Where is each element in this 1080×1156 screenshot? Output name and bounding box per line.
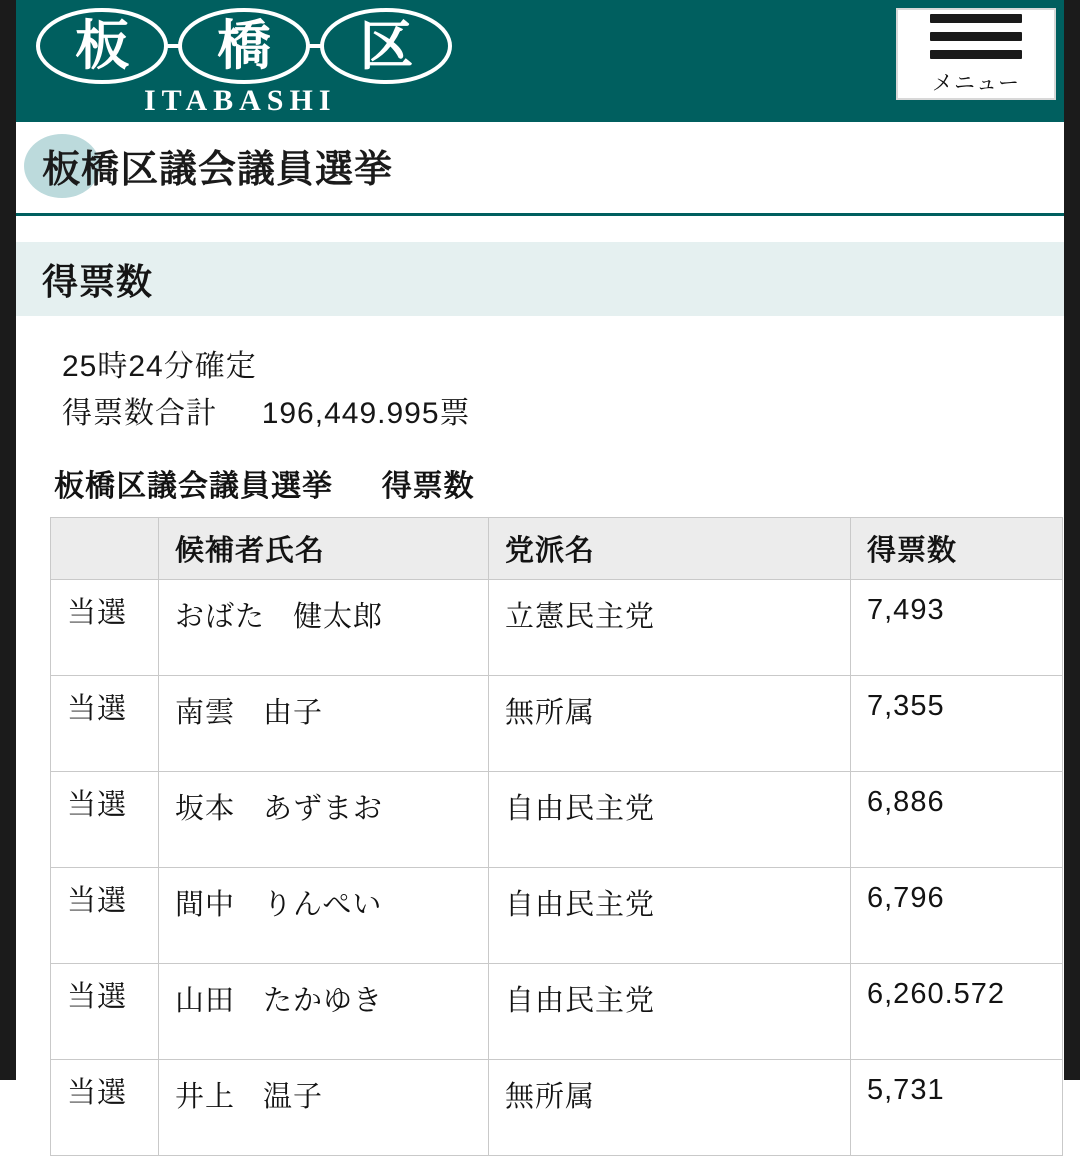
name-first: 由子	[263, 697, 324, 729]
left-gutter	[0, 0, 16, 1080]
cell-name	[159, 772, 489, 868]
svg-text:板: 板	[75, 16, 129, 76]
cell-status: 当選	[51, 772, 159, 868]
name-first: 健太郎	[293, 601, 384, 633]
col-header-party: 党派名	[489, 518, 851, 580]
cell-votes: 7,493	[851, 580, 1063, 676]
page-title: 板橋区議会議員選挙	[42, 149, 394, 191]
results-table	[50, 517, 1063, 1156]
col-header-votes: 得票数	[851, 518, 1063, 580]
site-logo[interactable]	[34, 6, 474, 117]
cell-party: 無所属	[489, 1060, 851, 1156]
menu-button-label: メニュー	[932, 71, 1020, 95]
page-content	[16, 0, 1064, 1113]
cell-votes: 6,796	[851, 868, 1063, 964]
col-header-name: 候補者氏名	[159, 518, 489, 580]
cell-votes: 6,886	[851, 772, 1063, 868]
table-row	[51, 964, 1063, 1060]
name-last: 坂本	[175, 793, 236, 825]
cell-status: 当選	[51, 676, 159, 772]
right-gutter	[1064, 0, 1080, 1080]
name-last: 山田	[175, 985, 236, 1017]
total-votes-label: 得票数合計	[62, 396, 217, 430]
page-title-band	[16, 122, 1064, 216]
name-first: 温子	[263, 1081, 324, 1113]
name-first: あずまお	[263, 793, 384, 825]
confirmed-time: 25時24分確定	[62, 350, 257, 383]
table-header-row	[51, 518, 1063, 580]
name-last: 南雲	[175, 697, 236, 729]
col-header-status	[51, 518, 159, 580]
cell-status: 当選	[51, 1060, 159, 1156]
logo-romaji: ITABASHI	[144, 84, 337, 117]
total-votes-value: 196,449.995票	[261, 396, 471, 430]
cell-votes: 5,731	[851, 1060, 1063, 1156]
site-header	[16, 0, 1064, 122]
table-row	[51, 676, 1063, 772]
menu-button[interactable]	[896, 8, 1056, 100]
svg-text:区: 区	[359, 16, 413, 76]
cell-party: 自由民主党	[489, 964, 851, 1060]
cell-name	[159, 676, 489, 772]
cell-name	[159, 580, 489, 676]
cell-status: 当選	[51, 964, 159, 1060]
section-heading-band	[16, 242, 1064, 316]
name-first: りんぺい	[263, 889, 383, 921]
cell-status: 当選	[51, 580, 159, 676]
section-title: 得票数	[42, 260, 154, 302]
cell-party: 自由民主党	[489, 772, 851, 868]
table-row	[51, 772, 1063, 868]
cell-name	[159, 964, 489, 1060]
itabashi-logo-icon	[34, 6, 474, 86]
name-last: 間中	[175, 889, 236, 921]
cell-status: 当選	[51, 868, 159, 964]
cell-votes: 7,355	[851, 676, 1063, 772]
table-row	[51, 1060, 1063, 1156]
table-caption-sub: 得票数	[381, 470, 475, 503]
hamburger-icon	[930, 14, 1022, 59]
name-last: 井上	[175, 1081, 236, 1113]
name-first: たかゆき	[263, 985, 384, 1017]
cell-name	[159, 1060, 489, 1156]
cell-votes: 6,260.572	[851, 964, 1063, 1060]
table-row	[51, 868, 1063, 964]
cell-party: 立憲民主党	[489, 580, 851, 676]
result-meta	[16, 316, 1064, 437]
cell-name	[159, 868, 489, 964]
svg-text:橋: 橋	[217, 16, 271, 76]
table-caption	[54, 461, 1064, 505]
table-caption-main: 板橋区議会議員選挙	[54, 470, 333, 503]
cell-party: 無所属	[489, 676, 851, 772]
cell-party: 自由民主党	[489, 868, 851, 964]
total-votes-line	[62, 391, 1064, 438]
results-table-wrap	[50, 517, 1034, 1156]
table-row	[51, 580, 1063, 676]
name-last: おばた	[175, 601, 266, 633]
